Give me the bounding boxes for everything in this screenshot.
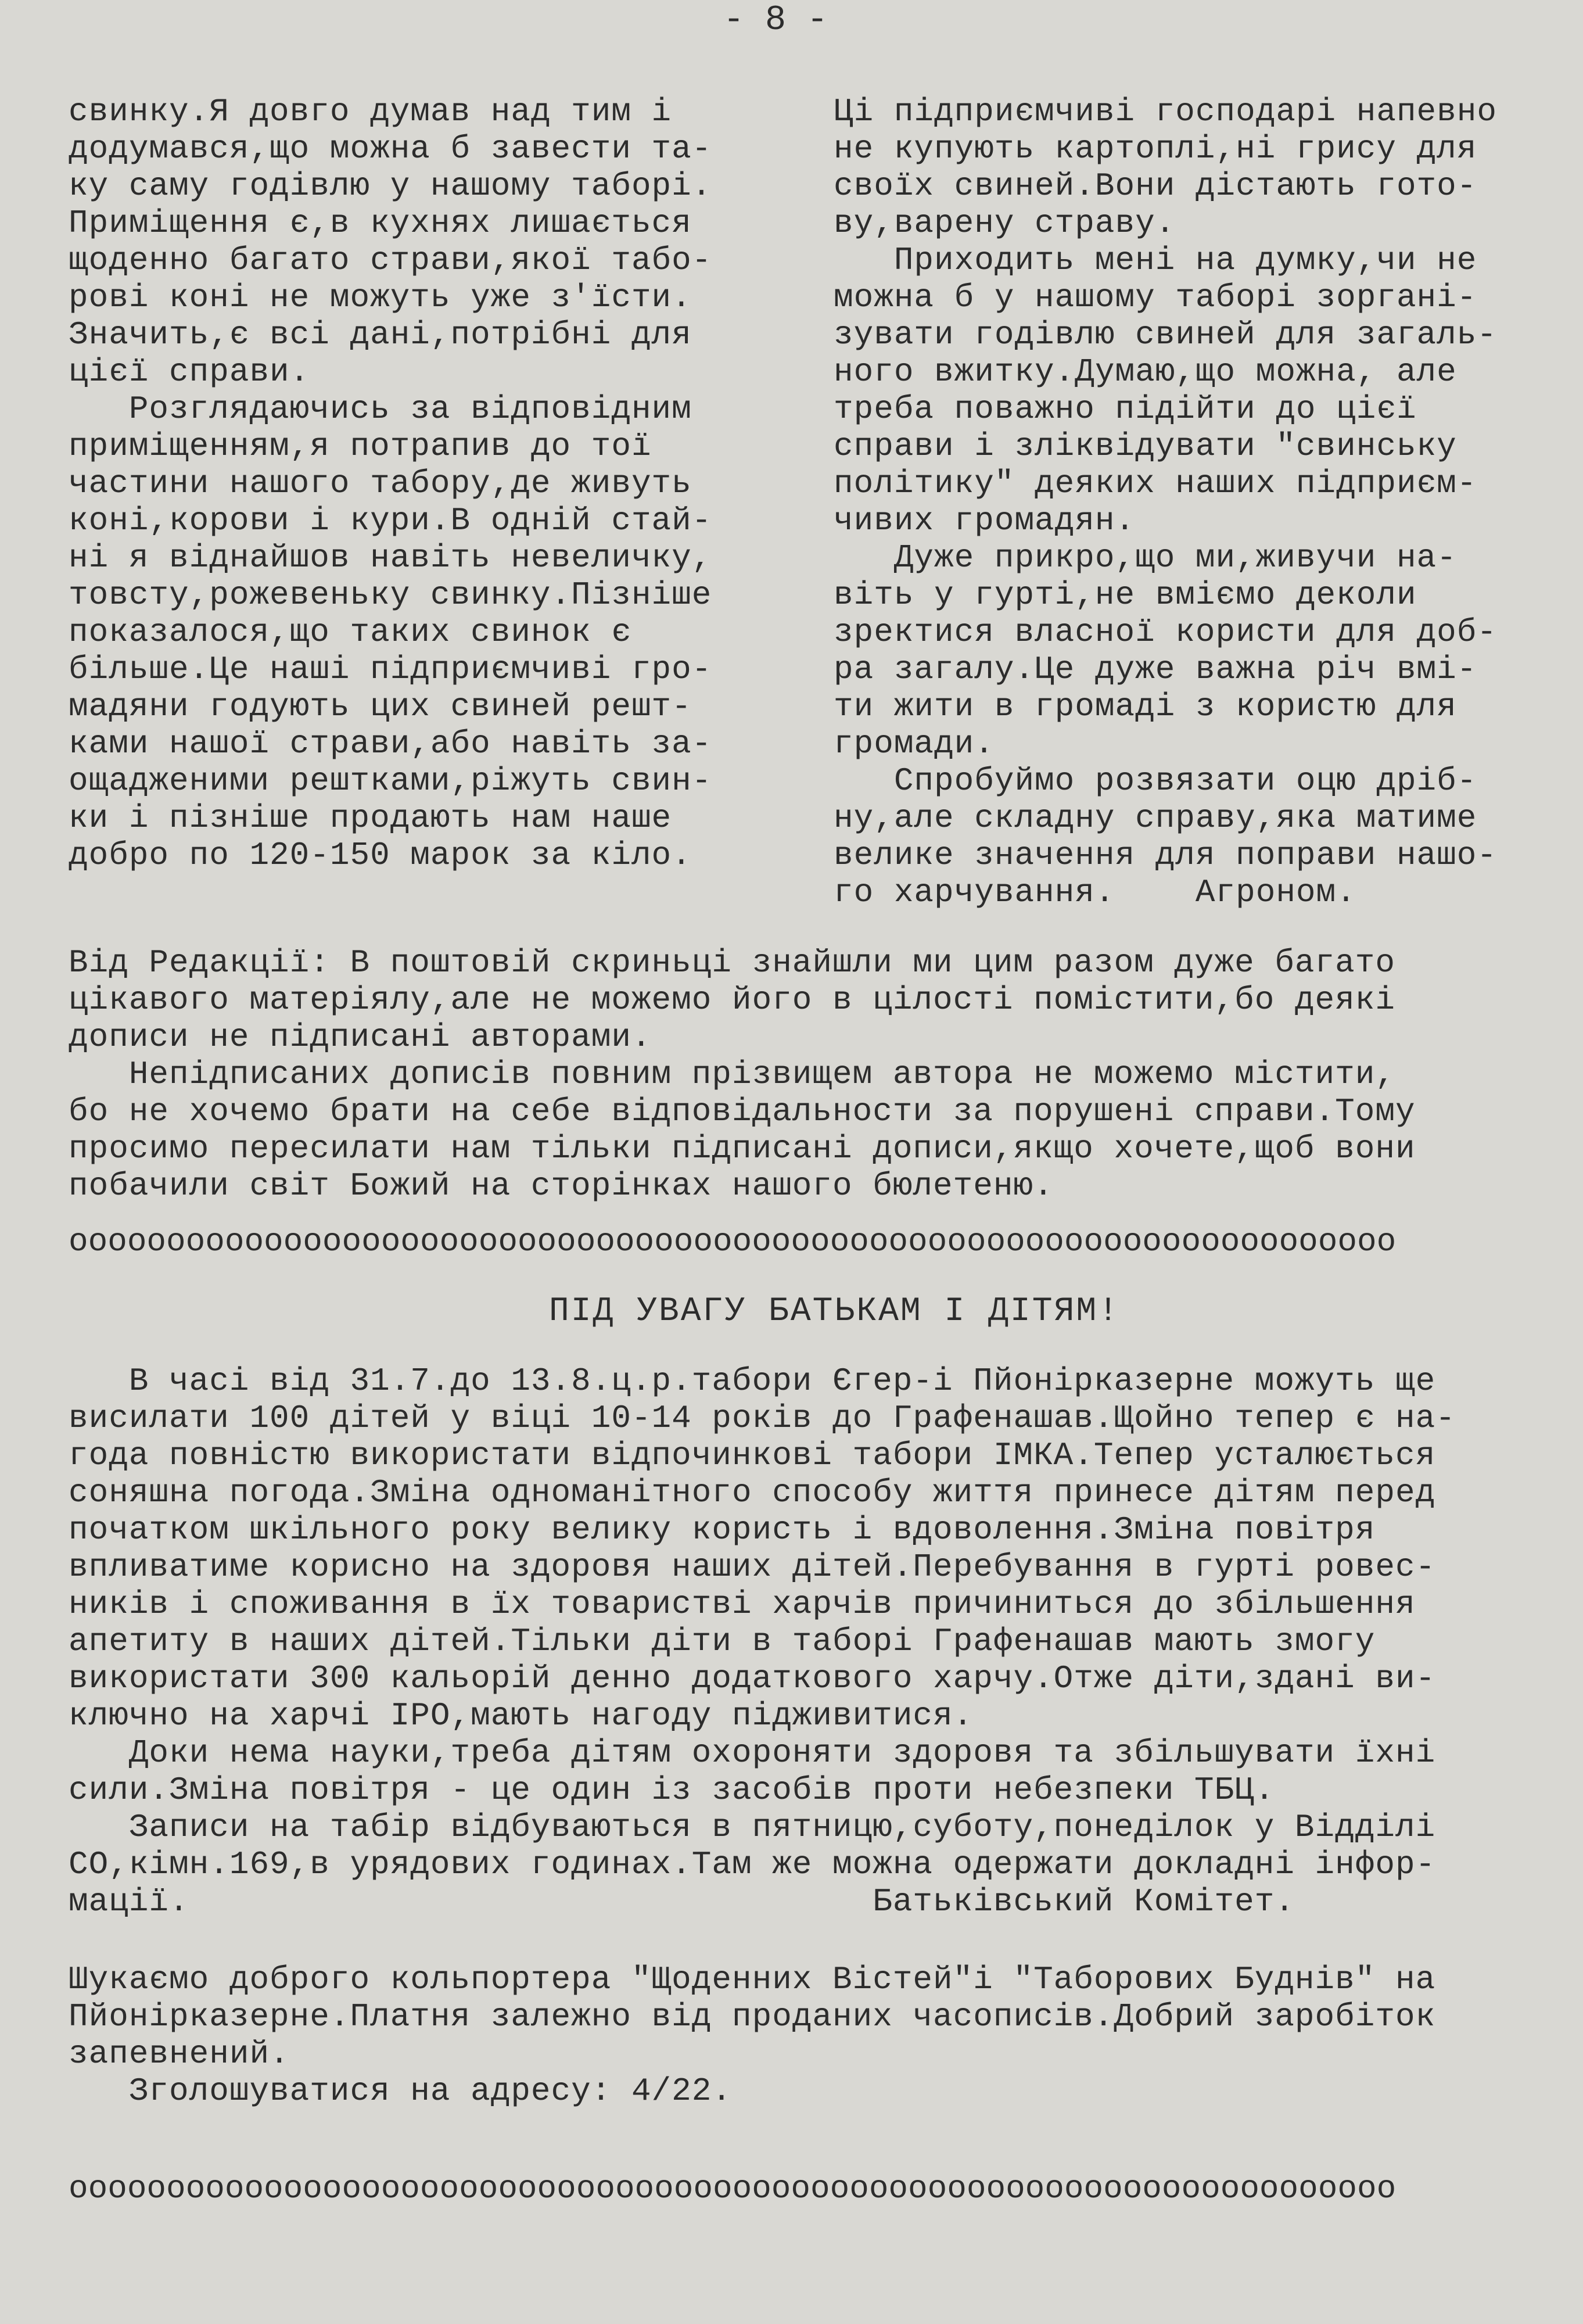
text-line: щоденно багато страви,якої табо- [69,242,712,279]
text-line: ву,варену страву. [834,205,1176,242]
text-line: добро по 120-150 марок за кіло. [69,837,692,874]
text-line: додумався,що можна б завести та- [69,130,712,167]
text-line: свинку.Я довго думав над тим і [69,93,672,130]
announcement-title: ПІД УВАГУ БАТЬКАМ І ДІТЯМ! [549,1293,1120,1330]
text-line: можна б у нашому таборі зоргані- [834,279,1477,316]
text-line: ні я віднайшов навіть невеличку, [69,539,712,576]
text-line: просимо пересилати нам тільки підписані дописи,якщо хочете,щоб вони [69,1130,1416,1167]
left-column [69,93,783,874]
text-line: ключно на харчі ІРО,мають нагоду підживитися. [69,1697,974,1734]
text-line: мадяни годують цих свиней решт- [69,688,692,725]
text-line: висилати 100 дітей у віці 10-14 років до Графенашав.Щойно тепер є на- [69,1400,1456,1437]
text-line: Від Редакції: В поштовій скриньці знайшли ми цим разом дуже багато [69,944,1395,981]
text-line: ками нашої страви,або навіть за- [69,725,712,762]
text-line: ти жити в громаді з користю для [834,688,1457,725]
text-line: Записи на табір відбуваються в пятницю,суботу,понеділок у Відділі [69,1809,1436,1846]
text-line: ну,але складну справу,яка матиме [834,799,1477,837]
text-line: коні,корови і кури.В одній стай- [69,502,712,539]
text-line: справи і зліквідувати "свинську [834,428,1457,465]
text-line: зувати годівлю свиней для загаль- [834,316,1497,353]
text-line: соняшна погода.Зміна одноманітного способу життя принесе дітям перед [69,1474,1436,1511]
text-line: ра загалу.Це дуже важна річ вмі- [834,651,1477,688]
text-line: Значить,є всі дані,потрібні для [69,316,692,353]
advertisement [69,1961,1556,2110]
text-line: мації. Батьківський Комітет. [69,1883,1295,1920]
text-line: ки і пізніше продають нам наше [69,799,672,837]
text-line: початком шкільного року велику користь і вдоволення.Зміна повітря [69,1511,1376,1548]
text-line: Доки нема науки,треба дітям охороняти здоровя та збільшувати їхні [69,1734,1436,1771]
text-line: велике значення для поправи нашо- [834,837,1497,874]
divider-line: oooooooooooooooooooooooooooooooooooooooooooooooooooooooooooooooooooo [69,1223,1397,1260]
text-line: ного вжитку.Думаю,що можна, але [834,353,1457,390]
text-line: використати 300 кальорій денно додаткового харчу.Отже діти,здані ви- [69,1660,1436,1697]
text-line: СО,кімн.169,в урядових годинах.Там же можна одержати докладні інфор- [69,1846,1436,1883]
text-line: года повністю використати відпочинкові табори ІМКА.Тепер усталюється [69,1437,1436,1474]
text-line: побачили світ Божий на сторінках нашого бюлетеню. [69,1167,1054,1204]
text-line: Непідписаних дописів повним прізвищем автора не можемо містити, [69,1056,1395,1093]
text-line: Шукаємо доброго кольпортера "Щоденних Вістей"і "Таборових Буднів" на [69,1961,1436,1998]
text-line: ників і споживання в їх товаристві харчів причиниться до збільшення [69,1586,1416,1623]
text-line: Дуже прикро,що ми,живучи на- [834,539,1457,576]
text-line: Ці підприємчиві господарі напевно [834,93,1497,130]
page-number: - 8 - [723,1,828,40]
text-line: рові коні не можуть уже з'їсти. [69,279,692,316]
divider-line: oooooooooooooooooooooooooooooooooooooooooooooooooooooooooooooooooooo [69,2170,1397,2207]
text-line: Приміщення є,в кухнях лишається [69,205,692,242]
text-line: Зголошуватися на адресу: 4/22. [69,2072,732,2110]
text-line: цієї справи. [69,353,310,390]
text-line: запевнений. [69,2035,290,2072]
text-line: Спробуймо розвязати оцю дріб- [834,762,1477,799]
text-line: товсту,рожевеньку свинку.Пізніше [69,576,712,614]
text-line: цікавого матеріялу,але не можемо його в цілості помістити,бо деякі [69,981,1395,1018]
text-line: бо не хочемо брати на себе відповідальности за порушені справи.Тому [69,1093,1416,1130]
text-line: своїх свиней.Вони дістають гото- [834,167,1477,205]
text-line: не купують картоплі,ні грису для [834,130,1477,167]
text-line: зректися власної користи для доб- [834,614,1497,651]
text-line: чивих громадян. [834,502,1136,539]
editorial-notice [69,944,1532,1204]
text-line: впливатиме корисно на здоровя наших дітей.Перебування в гурті ровес- [69,1548,1436,1586]
text-line: апетиту в наших дітей.Тільки діти в таборі Графенашав мають змогу [69,1623,1376,1660]
text-line: ощадженими рештками,ріжуть свин- [69,762,712,799]
text-line: Пйонірказерне.Платня залежно від проданих часописів.Добрий заробіток [69,1998,1436,2035]
text-line: го харчування. Агроном. [834,874,1356,911]
text-line: показалося,що таких свинок є [69,614,631,651]
text-line: більше.Це наші підприємчиві гро- [69,651,712,688]
text-line: Приходить мені на думку,чи не [834,242,1477,279]
text-line: політику" деяких наших підприєм- [834,465,1477,502]
right-column [834,93,1519,911]
announcement [69,1362,1556,1920]
text-line: сили.Зміна повітря - це один із засобів проти небезпеки ТБЦ. [69,1771,1275,1809]
text-line: В часі від 31.7.до 13.8.ц.р.табори Єгер-і Пйонірказерне можуть ще [69,1362,1436,1400]
text-line: громади. [834,725,995,762]
text-line: віть у гурті,не вміємо деколи [834,576,1417,614]
text-line: дописи не підписані авторами. [69,1018,652,1056]
text-line: приміщенням,я потрапив до тої [69,428,652,465]
text-line: частини нашого табору,де живуть [69,465,692,502]
text-line: Розглядаючись за відповідним [69,390,692,428]
text-line: ку саму годівлю у нашому таборі. [69,167,712,205]
text-line: треба поважно підійти до цієї [834,390,1417,428]
